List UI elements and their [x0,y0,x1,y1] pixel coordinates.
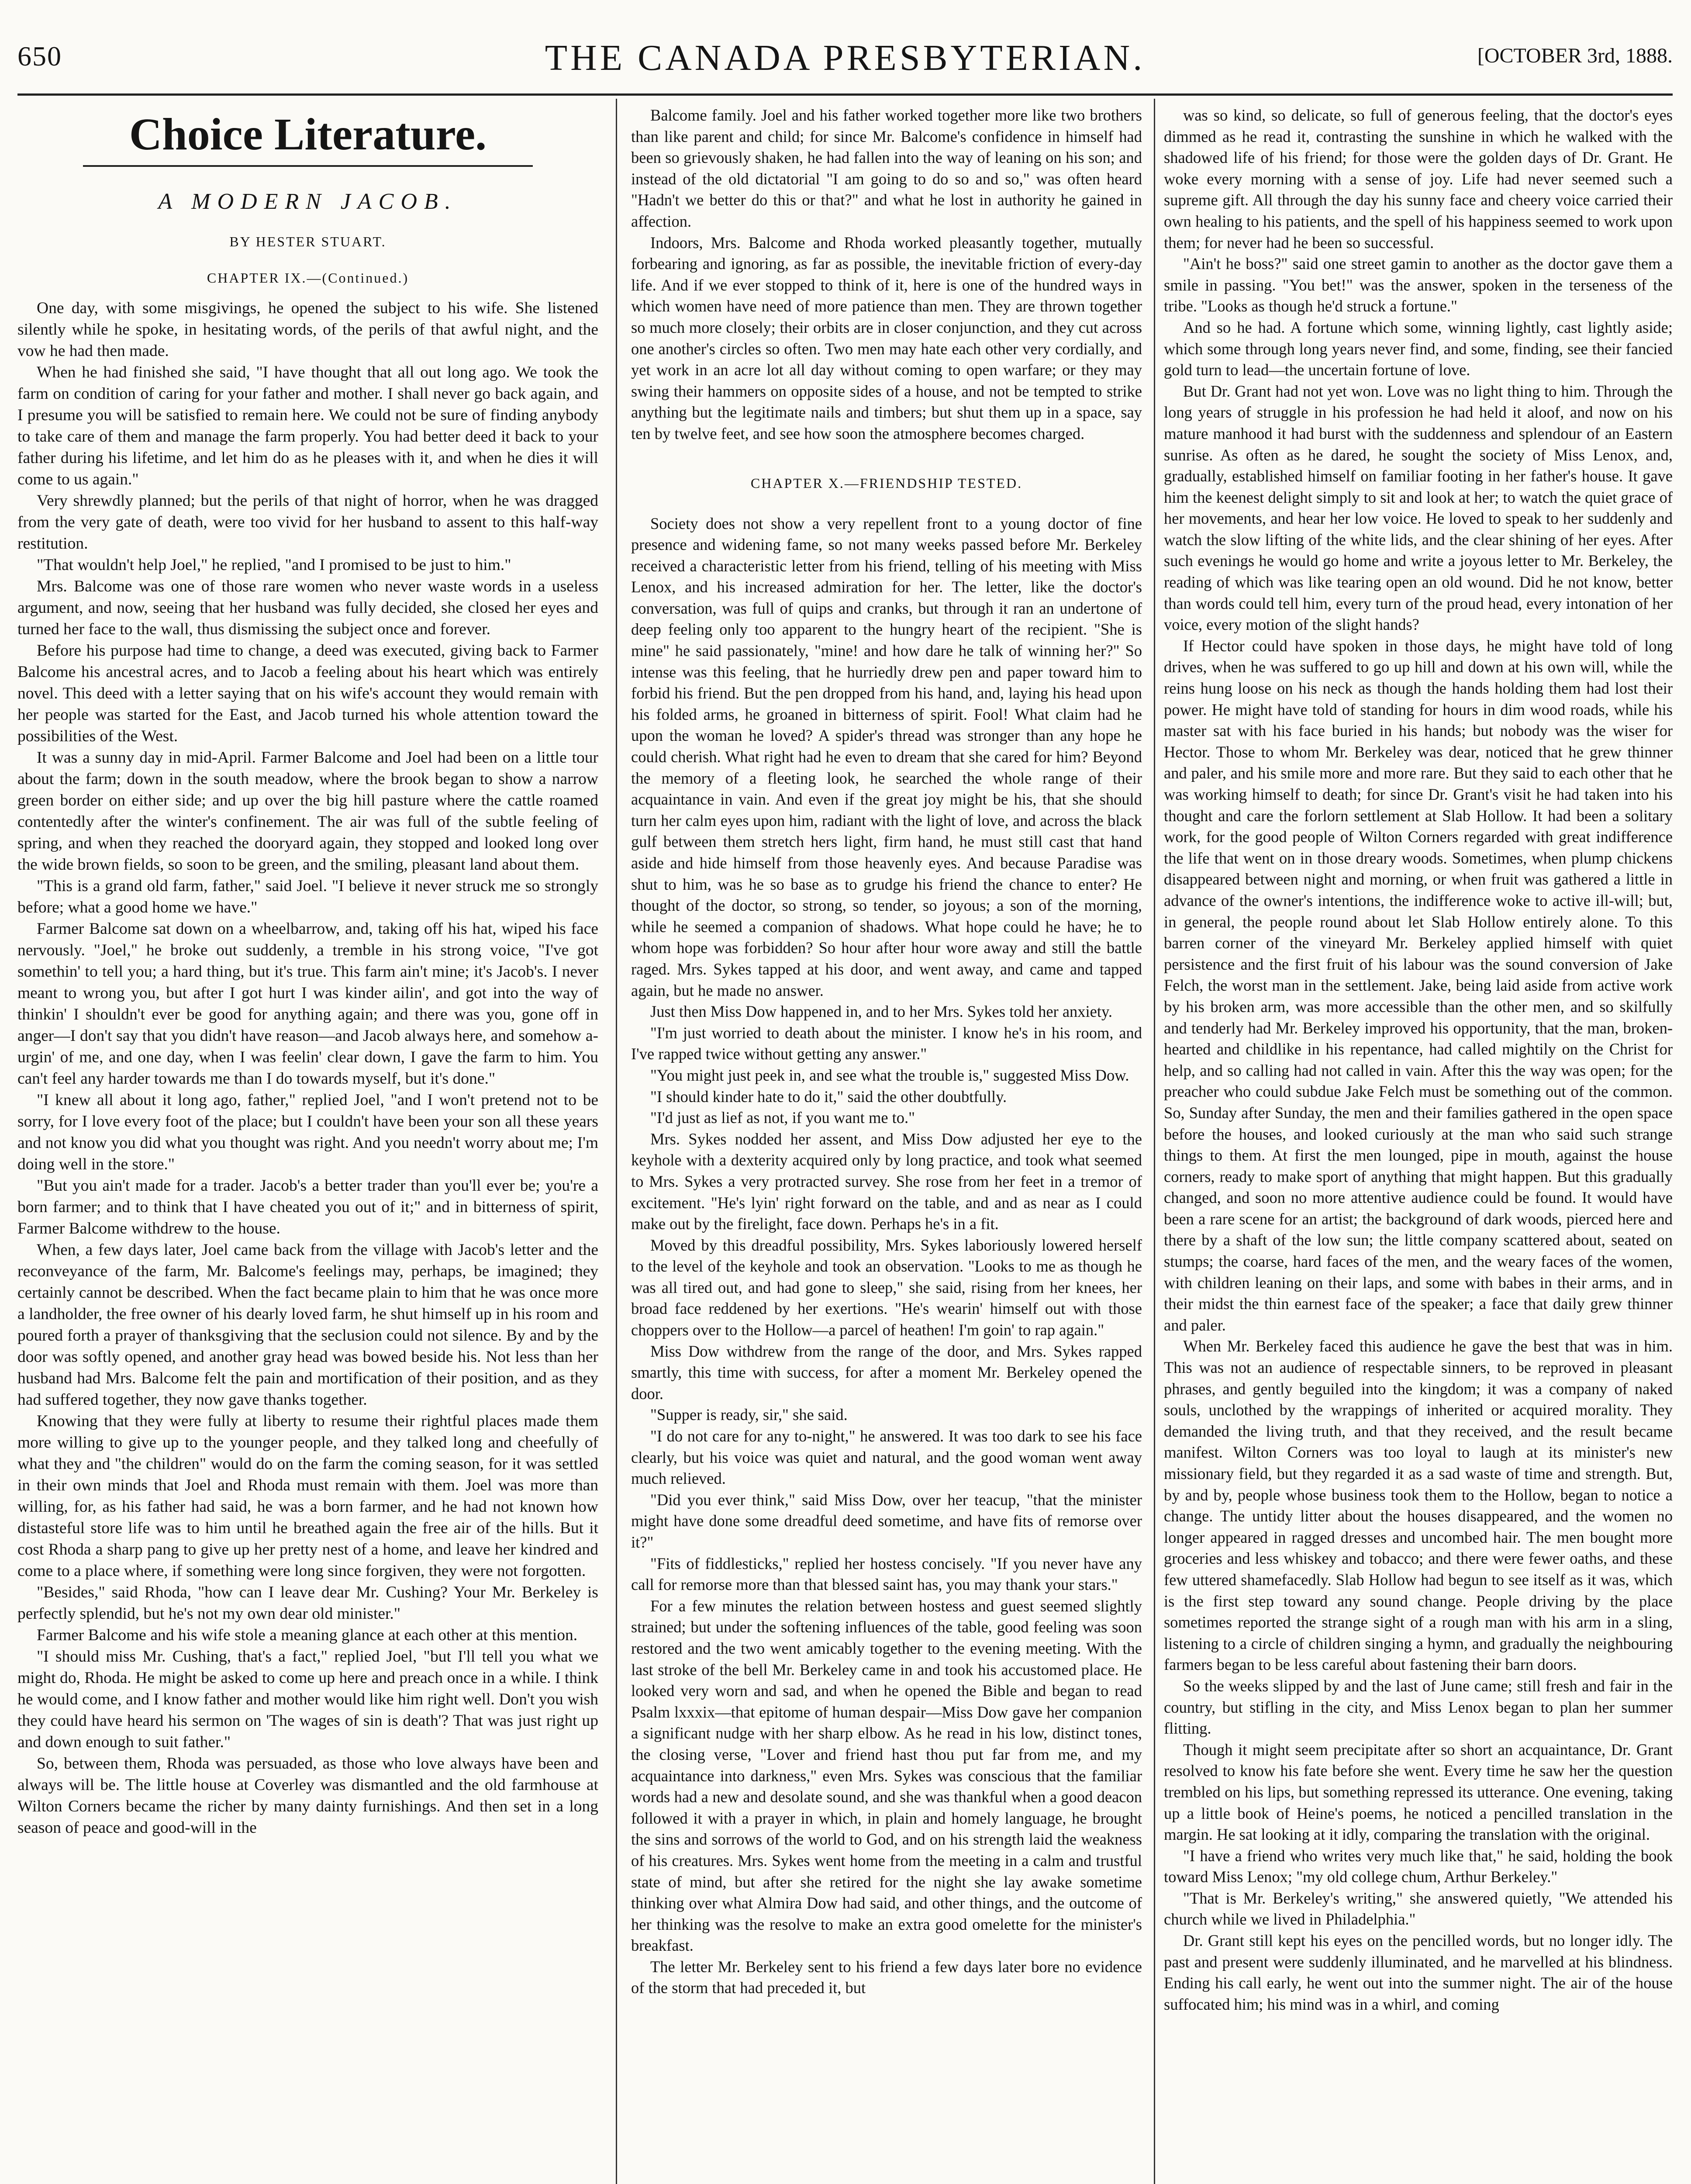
paragraph: "You might just peek in, and see what the trouble is," suggested Miss Dow. [650,1066,1129,1084]
chapter-heading: CHAPTER IX.—(Continued.) [207,270,409,286]
paragraph: Very shrewdly planned; but the perils of that night of horror, when he was dragged from the very gate of death, were too vivid for her husband to assent to this half-way restitution. [17,491,598,553]
paragraph: "I knew all about it long ago, father," replied Joel, "and I won't pretend not to be sorry, for I love every foot of the place; but I couldn't have been your son all these years and not know you did what you thought was right. And you needn't worry about me; I'm doing well in the store." [17,1091,598,1173]
paragraph: "Supper is ready, sir," she said. [650,1406,848,1424]
column-divider [616,99,617,2184]
column-divider [1154,99,1155,2184]
chapter-heading: CHAPTER X.—FRIENDSHIP TESTED. [750,475,1023,491]
paragraph: Farmer Balcome sat down on a wheelbarrow, and, taking off his hat, wiped his face nervously. "Joel," he broke out suddenly, a tremble in his strong voice, "I've got somethin' to tell you; a hard thing, but it's true. This farm ain't mine; it's Jacob's. I never meant to wrong you, but after I got hurt I was kinder ailin', and got into the way of thinkin' I shouldn't ever be good for anything again; and there was you, gone off in anger—I don't say that you didn't have reason—and Jacob always here, and somehow a-urgin' of me, and one day, when I was feelin' clear down, I gave the farm to him. You can't feel any harder towards me than I do towards myself, but it's done." [17,919,598,1088]
paragraph: "I have a friend who writes very much like that," he said, holding the book toward Miss Lenox; "my old college chum, Arthur Berkeley." [1164,1846,1673,1886]
paragraph: If Hector could have spoken in those days, he might have told of long drives, when he was suffered to go up hill and down at his own will, while the reins hung loose on his neck as though the hands holding them had lost their power. He might have told of standing for hours in dim wood roads, while his master sat with his face buried in his hands; but nobody was the wiser for Hector. Those to whom Mr. Berkeley was dear, noticed that he grew thinner and paler, and his smile more and more rare. But they said to each other that he was working himself to death; for since Dr. Grant's visit he had taken into his thought and care the forlorn settlement at Slab Hollow. It had been a solitary work, for the good people of Wilton Corners regarded with great indifference the life that went on in those dreary woods. Sometimes, when plump chickens disappeared between night and morning, or when fruit was gathered a little in advance of the owner's intentions, the indifference woke to active ill-will; but, in general, the people round about let Slab Hollow entirely alone. To this barren corner of the vineyard Mr. Berkeley applied himself with quiet persistence and the first fruit of his labour was the sound conversion of Jake Felch, the worst man in the settlement. Jake, being laid aside from active work by his broken arm, was more accessible than the other men, and so skilfully and tenderly had Mr. Berkeley improved his opportunity, that the man, broken-hearted and childlike in his repentance, had called mightily on the Christ for help, and so calling had not called in vain. After this the way was open; for the preacher who could subdue Jake Felch must be something out of the common. So, Sunday after Sunday, the men and their families gathered in the open space before the houses, and looked curiously at the man who said such strange things to them. At first the men lounged, pipe in mouth, against the house corners, ready to make sport of anything that might happen. But this gradually changed, and soon no more attentive audience could be found. It would have been a rare scene for an artist; the background of dark woods, pierced here and there by a shaft of the low sun; the little company scattered about, seated on stumps; the coarse, hard faces of the men, and the weary faces of the women, with children leaning on their laps, and some with babes in their arms, and in their midst the thin earnest face of the speaker; a face that daily grew thinner and paler. [1164,636,1673,1334]
paragraph: It was a sunny day in mid-April. Farmer Balcome and Joel had been on a little tour about the farm; down in the south meadow, where the brook began to show a narrow green border on either side; and up over the big hill pasture where the cattle roamed contentedly after the winter's confinement. The air was full of the subtle feeling of spring, and when they reached the dooryard again, they stopped and looked long over the wide brown fields, so soon to be green, and the smiling, pleasant land about them. [17,748,598,874]
paragraph: Though it might seem precipitate after so short an acquaintance, Dr. Grant resolved to know his fate before she went. Every time he saw her the question trembled on his lips, but something repressed its utterance. One evening, taking up a little book of Heine's poems, he noticed a pencilled translation in the margin. He sat looking at it idly, comparing the translation with the original. [1164,1740,1673,1844]
paragraph: When Mr. Berkeley faced this audience he gave the best that was in him. This was not an audience of respectable sinners, to be reproved in pleasant phrases, and gently beguiled into the kingdom; it was a company of naked souls, unclothed by the wrappings of inherited or acquired morality. They demanded the living truth, and that they received, and the result became manifest. Wilton Corners was too loyal to laugh at its minister's new missionary field, but they regarded it as a sad waste of time and strength. But, by and by, people whose business took them to the Hollow, began to notice a change. The untidy litter about the houses disappeared, and the women no longer appeared in ragged dresses and uncombed hair. The men bought more groceries and less whiskey and tobacco; and there were fewer oaths, and these few uttered shamefacedly. Slab Hollow had begun to see itself as it was, which is the first step toward any sound change. People driving by the place sometimes reported the strange sight of a rough man with his arm in a sling, listening to a circle of children singing a hymn, and gradually the neighbouring farmers began to be less careful about fastening their barn doors. [1164,1337,1673,1674]
paragraph: "I'm just worried to death about the minister. I know he's in his room, and I've rapped twice without getting any answer." [631,1023,1142,1063]
paragraph: "This is a grand old farm, father," said Joel. "I believe it never struck me so strongly before; what a good home we have." [17,877,598,916]
paragraph: And so he had. A fortune which some, winning lightly, cast lightly aside; which some through long years never find, and some, finding, see their fancied gold turn to lead—the uncertain fortune of love. [1164,318,1673,379]
paragraph: When, a few days later, Joel came back from the village with Jacob's letter and the reconveyance of the farm, Mr. Balcome's feelings may, perhaps, be imagined; they certainly cannot be described. When the fact became plain to him that he was once more a landholder, the free owner of his dearly loved farm, he shut himself up in his room and poured forth a prayer of thanksgiving that the seclusion could not silence. By and by the door was softly opened, and another gray head was bowed beside his. Not less than her husband had Mrs. Balcome felt the pain and mortification of their position, and as they had suffered together, they now gave thanks together. [17,1241,598,1409]
paragraph: Before his purpose had time to change, a deed was executed, giving back to Farmer Balcome his ancestral acres, and to Jacob a feeling about his heart which was entirely novel. This deed with a letter saying that on his wife's account they would remain with her people was started for the East, and Jacob turned his whole attention toward the possibilities of the West. [17,641,598,745]
paragraph: Farmer Balcome and his wife stole a meaning glance at each other at this mention. [37,1626,578,1644]
paragraph: "I should kinder hate to do it," said the other doubtfully. [650,1087,1007,1106]
story-title: A MODERN JACOB. [158,189,458,214]
paragraph: Indoors, Mrs. Balcome and Rhoda worked pleasantly together, mutually forbearing and ignoring, as far as possible, the inevitable friction of every-day life. And if we ever stopped to think of it, here is one of the hundred ways in which women have need of more patience than men. They are thrown together so much more closely; their orbits are in closer conjunction, and they cut across one another's circles so often. Two men may hate each other very cordially, and yet work in an acre lot all day without coming to open warfare; or they may swing their hammers on opposite sides of a house, and not be tempted to strike anything but the legitimate nails and timbers; but shut them up in a space, say ten by twelve feet, and see how soon the atmosphere becomes charged. [631,233,1142,442]
paragraph: The letter Mr. Berkeley sent to his friend a few days later bore no evidence of the storm that had preceded it, but [631,1957,1142,1997]
paragraph: "I'd just as lief as not, if you want me to." [650,1109,915,1127]
column-3-text [1164,105,1673,2015]
column-3 [1164,105,1673,2184]
column-2 [631,105,1142,2184]
column-2-text-top [631,105,1142,445]
section-heading: Choice Literature. [129,109,487,159]
paragraph: Moved by this dreadful possibility, Mrs. Sykes laboriously lowered herself to the level of the keyhole and took an observation. "Looks to me as though he was all tired out, and had gone to sleep," she said, rising from her knees, her broad face reddened by her exertions. "He's wearin' himself out with those choppers over to the Hollow—a parcel of heathen! I'm goin' to rap again." [631,1236,1142,1339]
header-rule [17,93,1673,96]
section-heading-rule [83,165,533,167]
paragraph: was so kind, so delicate, so full of generous feeling, that the doctor's eyes dimmed as he read it, contrasting the sunshine in which he walked with the shadowed life of his friend; for those were the golden days of Dr. Grant. He woke every morning with a sense of joy. Life had never seemed such a supreme gift. All through the day his sunny face and cheery voice carried their own healing to his patients, and the spell of his happiness seemed to work upon them; for never had he been so successful. [1164,106,1673,252]
page-header [17,40,1673,88]
paragraph: But Dr. Grant had not yet won. Love was no light thing to him. Through the long years of struggle in his profession he had held it aloof, and now on his mature manhood it had burst with the suddenness and splendour of an Eastern sunrise. As often as he dared, he sought the society of Miss Lenox, and, gradually, established himself on familiar footing in her father's house. It gave him the keenest delight simply to sit and look at her; to watch the quiet grace of her movements, and hear her low voice. He loved to speak to her suddenly and watch the slow lifting of the white lids, and the clear shining of her eyes. After such evenings he would go home and write a joyous letter to Mr. Berkeley, the reading of which was like tearing open an old wound. Did he not know, better than words could tell him, every turn of the proud head, every intonation of her voice, every motion of the slight hands? [1164,382,1673,634]
paragraph: For a few minutes the relation between hostess and guest seemed slightly strained; but under the softening influences of the table, good feeling was soon restored and the two went amicably together to the evening meeting. With the last stroke of the bell Mr. Berkeley came in and took his accustomed place. He looked very worn and sad, and when he opened the Bible and began to read Psalm lxxxix—that epitome of human despair—Miss Dow gave her companion a significant nudge with her sharp elbow. As he read in his low, distinct tones, the closing verse, "Lover and friend hast thou put far from me, and my acquaintance into darkness," even Mrs. Sykes was conscious that the familiar words had a new and desolate sound, and she was thankful when a good deacon followed it with a prayer in which, in plain and homely language, he brought the sins and sorrows of the world to God, and on his strength laid the weakness of his creatures. Mrs. Sykes went home from the meeting in a calm and trustful state of mind, but after she retired for the night she lay awake sometime thinking over what Almira Dow had said, and other things, and the outcome of her thinking was the resolve to make an extra good omelette for the minister's breakfast. [631,1597,1142,1955]
paragraph: "Ain't he boss?" said one street gamin to another as the doctor gave them a smile in passing. "You bet!" was the answer, spoken in the terseness of the tribe. "Looks as though he'd struck a fortune." [1164,255,1673,315]
paragraph: Mrs. Balcome was one of those rare women who never waste words in a useless argument, and now, seeing that her husband was fully decided, she closed her eyes and turned her face to the wall, thus dismissing the subject once and forever. [17,577,598,638]
paragraph: Just then Miss Dow happened in, and to her Mrs. Sykes told her anxiety. [650,1002,1113,1021]
paragraph: Mrs. Sykes nodded her assent, and Miss Dow adjusted her eye to the keyhole with a dexterity acquired only by long practice, and took what seemed to Mrs. Sykes a very protracted survey. She rose from her feet in a tremor of excitement. "He's lyin' right forward on the table, and and as near as I could make out by the firelight, face down. Perhaps he's in a fit. [631,1130,1142,1233]
paragraph: So, between them, Rhoda was persuaded, as those who love always have been and always will be. The little house at Coverley was dismantled and the old farmhouse at Wilton Corners became the richer by many dainty furnishings. And then set in a long season of peace and good-will in the [17,1754,598,1837]
byline: BY HESTER STUART. [229,233,387,249]
paragraph: Balcome family. Joel and his father worked together more like two brothers than like parent and child; for since Mr. Balcome's confidence in himself had been so grievously shaken, he had fallen into the way of leaning on his son; and instead of the old dictatorial "I am going to do so and so," was often heard "Hadn't we better do this or that?" and what he lost in authority he gained in affection. [631,106,1142,230]
paragraph: "Did you ever think," said Miss Dow, over her teacup, "that the minister might have done some dreadful deed sometime, and have fits of remorse over it?" [631,1490,1142,1551]
paragraph: Society does not show a very repellent front to a young doctor of fine presence and widening fame, so not many weeks passed before Mr. Berkeley received a characteristic letter from his friend, telling of his meeting with Miss Lenox, and his increased admiration for her. The letter, like the doctor's conversation, was full of quips and cranks, but through it ran an undertone of deep feeling only too apparent to the hungry heart of the recipient. "She is mine" he said passionately, "mine! and how dare he talk of winning her?" So intense was this feeling, that he hurriedly drew pen and paper toward him to forbid his friend. But the pen dropped from his hand, and, laying his head upon his folded arms, he groaned in bitterness of spirit. Fool! What claim had he upon the woman he loved? A spider's thread was stronger than any hope he could cherish. What right had he even to dream that she cared for him? Beyond the memory of a fleeting look, he searched the whole range of their acquaintance in vain. And even if the great joy might be his, that she should turn her calm eyes upon him, radiant with the light of love, and across the black gulf between them stretch hers light, firm hand, he must still cast that hand aside and hide himself from those heavenly eyes. And because Paradise was shut to him, was he so base as to grudge his friend the chance to enter? He thought of the doctor, so strong, so tender, so joyous; a son of the morning, while he seemed a companion of shadows. What hope could he have; he to whom hope was forbidden? So hour after hour wore away and still the battle raged. Mrs. Sykes tapped at his door, and went away, and came and tapped again, but he made no answer. [631,514,1142,999]
paragraph: "I do not care for any to-night," he answered. It was too dark to see his face clearly, but his voice was quiet and natural, and the good woman went away much relieved. [631,1427,1142,1488]
issue-date: [OCTOBER 3rd, 1888. [1477,44,1673,67]
column-1 [17,105,598,2184]
page-number: 650 [17,41,62,72]
paragraph: "Fits of fiddlesticks," replied her hostess concisely. "If you never have any call for remorse more than that blessed saint has, you may thank your stars." [631,1554,1142,1594]
paragraph: "That is Mr. Berkeley's writing," she answered quietly, "We attended his church while we lived in Philadelphia." [1164,1889,1673,1928]
paragraph: "That wouldn't help Joel," he replied, "and I promised to be just to him." [37,556,511,574]
paragraph: Miss Dow withdrew from the range of the door, and Mrs. Sykes rapped smartly, this time with success, for after a moment Mr. Berkeley opened the door. [631,1342,1142,1403]
paragraph: One day, with some misgivings, he opened the subject to his wife. She listened silently while he spoke, in hesitating words, of the perils of that awful night, and the vow he had then made. [17,299,598,360]
paragraph: So the weeks slipped by and the last of June came; still fresh and fair in the country, but stifling in the city, and Miss Lenox began to plan her summer flitting. [1164,1676,1673,1738]
column-1-text [17,297,598,1838]
paragraph: Knowing that they were fully at liberty to resume their rightful places made them more willing to give up to the younger people, and they talked long and cheefully of what they and "the children" would do on the farm the coming season, for it was settled in their own minds that Joel and Rhoda must remain with them. Joel was more than willing, for, as his father had said, he was a born farmer, and he had not known how distasteful store life was to him until he breathed again the free air of the hills. But it cost Rhoda a sharp pang to give up her pretty nest of a home, and leave her kindred and come to a place where, if something were long since forgiven, they were not forgotten. [17,1412,598,1580]
paragraph: Dr. Grant still kept his eyes on the pencilled words, but no longer idly. The past and present were suddenly illuminated, and he marvelled at his blindness. Ending his call early, he went out into the summer night. The air of the house suffocated him; his mind was in a whirl, and coming [1164,1932,1673,2013]
paragraph: "Besides," said Rhoda, "how can I leave dear Mr. Cushing? Your Mr. Berkeley is perfectly splendid, but he's not my own dear old minister." [17,1583,598,1623]
paragraph: When he had finished she said, "I have thought that all out long ago. We took the farm on condition of caring for your father and mother. I shall never go back again, and I presume you will be satisfied to remain here. We could not be sure of finding anybody to take care of them and manage the farm properly. You had better deed it back to your father during his lifetime, and let him do as he pleases with it, and when he dies it will come to us again." [17,363,598,488]
masthead: THE CANADA PRESBYTERIAN. [545,38,1146,78]
column-2-text-bottom [631,513,1142,1999]
paragraph: "I should miss Mr. Cushing, that's a fact," replied Joel, "but I'll tell you what we might do, Rhoda. He might be asked to come up here and preach once in a while. I think he would come, and I know father and mother would like him right well. Don't you wish they could have heard his sermon on 'The wages of sin is death'? That was just right up and down enough to suit father." [17,1647,598,1751]
paragraph: "But you ain't made for a trader. Jacob's a better trader than you'll ever be; you're a born farmer; and to think that I have cheated you out of it;" and in bitterness of spirit, Farmer Balcome withdrew to the house. [17,1176,598,1237]
